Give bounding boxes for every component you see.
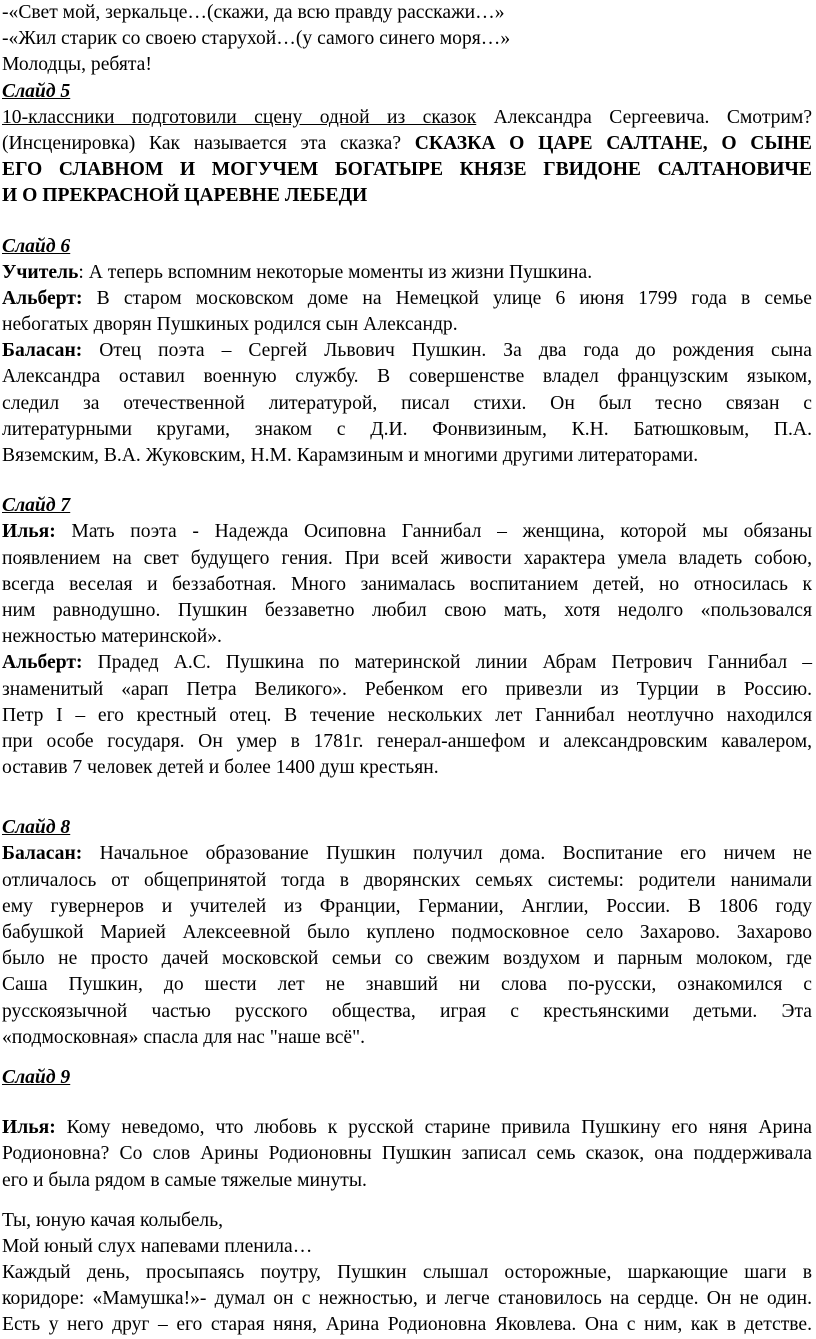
paragraph-line bbox=[2, 650, 812, 676]
paragraph-line bbox=[2, 519, 812, 545]
bold-title-text: ЕГО СЛАВНОМ И МОГУЧЕМ БОГАТЫРЕ КНЯЗЕ ГВИДОНЕ САЛТАНОВИЧЕ bbox=[2, 159, 812, 181]
speaker-name: Альберт: bbox=[2, 287, 83, 309]
text: Отец поэта – Сергей Львович Пушкин. За два года до рождения сына bbox=[82, 340, 812, 362]
paragraph-line: следил за отечественной литературой, писал стихи. Он был тесно связан с bbox=[2, 392, 812, 414]
text: : А теперь вспомним некоторые моменты из жизни Пушкина. bbox=[78, 261, 593, 283]
text: В старом московском доме на Немецкой улице 6 июня 1799 года в семье bbox=[82, 287, 812, 309]
paragraph-line bbox=[2, 183, 812, 209]
paragraph-line: нежностью материнской». bbox=[2, 626, 222, 648]
paragraph-line: бабушкой Марией Алексеевной было куплено подмосковное село Захарово. Захарово bbox=[2, 922, 812, 943]
speaker-name: Учитель bbox=[2, 261, 79, 283]
verse-line: Мой юный слух напевами пленила… bbox=[2, 1235, 313, 1257]
slide-9-heading: Слайд 9 bbox=[2, 1066, 71, 1088]
paragraph-line: отличалось от общепринятой тогда в дворянских семьях системы: родители нанимали bbox=[2, 869, 812, 891]
paragraph-line: небогатых дворян Пушкиных родился сын Александр. bbox=[2, 314, 458, 336]
paragraph-line: Родионовна? Со слов Арины Родионовны Пушкин записал семь сказок, она поддерживала bbox=[2, 1143, 812, 1165]
paragraph-line: Александра оставил военную службу. В совершенстве владел французским языком, bbox=[2, 366, 812, 388]
speaker-name: Альберт: bbox=[2, 652, 83, 674]
paragraph-line bbox=[2, 338, 812, 364]
paragraph-line: оставив 7 человек детей и более 1400 душ крестьян. bbox=[2, 757, 439, 779]
slide-6-heading: Слайд 6 bbox=[2, 235, 71, 257]
intro-line: -«Жил старик со своею старухой…(у самого синего моря…» bbox=[2, 28, 511, 50]
bold-title-text: СКАЗКА О ЦАРЕ САЛТАНЕ, О СЫНЕ bbox=[414, 132, 812, 154]
text: Александра Сергеевича. Смотрим? bbox=[476, 106, 813, 128]
paragraph-line: знаменитый «арап Петра Великого». Ребенком его привезли из Турции в Россию. bbox=[2, 678, 812, 700]
paragraph-line: ним равнодушно. Пушкин беззаветно любил свою мать, хотя недолго «пользовался bbox=[2, 599, 812, 621]
text: Кому неведомо, что любовь к русской старине привила Пушкину его няня Арина bbox=[55, 1117, 812, 1139]
paragraph-line: «подмосковная» спасла для нас "наше всё". bbox=[2, 1026, 366, 1048]
slide-8-heading: Слайд 8 bbox=[2, 817, 71, 839]
paragraph-line: литературными кругами, знаком с Д.И. Фонвизиным, К.Н. Батюшковым, П.А. bbox=[2, 418, 812, 440]
paragraph-line bbox=[2, 1115, 812, 1141]
verse-line: Ты, юную качая колыбель, bbox=[2, 1209, 224, 1231]
text: Прадед А.С. Пушкина по материнской линии Абрам Петрович Ганнибал – bbox=[82, 652, 812, 674]
paragraph-line bbox=[2, 157, 812, 183]
paragraph-line: его и была рядом в самые тяжелые минуты. bbox=[2, 1169, 367, 1191]
speaker-name: Баласан: bbox=[2, 843, 83, 865]
text: (Инсценировка) Как называется эта сказка? bbox=[2, 132, 415, 154]
paragraph-line bbox=[2, 105, 812, 131]
paragraph-line: при особе государя. Он умер в 1781г. генерал-аншефом и александровским кавалером, bbox=[2, 730, 812, 752]
speaker-name: Баласан: bbox=[2, 340, 83, 362]
paragraph-line bbox=[2, 841, 812, 867]
paragraph-line: русскоязычной частью русского общества, играя с крестьянскими детьми. Эта bbox=[2, 1000, 812, 1022]
paragraph-line bbox=[2, 131, 812, 157]
text: Начальное образование Пушкин получил дома. Воспитание его ничем не bbox=[82, 843, 812, 865]
speaker-name: Илья: bbox=[2, 521, 56, 543]
paragraph-line: коридоре: «Мамушка!»- думал он с нежностью, и легче становилось на сердце. Он не один. bbox=[2, 1288, 812, 1310]
slide-7-heading: Слайд 7 bbox=[2, 495, 71, 517]
paragraph-line: Каждый день, просыпаясь поутру, Пушкин слышал осторожные, шаркающие шаги в bbox=[2, 1262, 812, 1284]
paragraph-line: Петр I – его крестный отец. В течение нескольких лет Ганнибал неотлучно находился bbox=[2, 704, 812, 726]
paragraph-line: появлением на свет будущего гения. При всей живости характера умела владеть собою, bbox=[2, 547, 812, 569]
speaker-name: Илья: bbox=[2, 1117, 56, 1139]
intro-line: Молодцы, ребята! bbox=[2, 54, 152, 76]
paragraph-line bbox=[2, 286, 812, 312]
paragraph-line bbox=[2, 260, 812, 286]
intro-line: -«Свет мой, зеркальце…(скажи, да всю правду расскажи…» bbox=[2, 2, 505, 23]
text: Мать поэта - Надежда Осиповна Ганнибал – женщина, которой мы обязаны bbox=[55, 521, 812, 543]
paragraph-line: Вяземским, В.А. Жуковским, Н.М. Карамзиным и многими другими литераторами. bbox=[2, 445, 699, 466]
paragraph-line: было не просто дачей московской семьи со свежим воздухом и парным молоком, где bbox=[2, 948, 812, 970]
underlined-text: 10-классники подготовили сцену одной из сказок bbox=[2, 106, 477, 128]
paragraph-line: Есть у него друг – его старая няня, Арина Родионовна Яковлева. Она с ним, как в детстве. bbox=[2, 1314, 812, 1336]
paragraph-line: ему гувернеров и учителей из Франции, Германии, Англии, России. В 1806 году bbox=[2, 895, 812, 917]
bold-title-text: И О ПРЕКРАСНОЙ ЦАРЕВНЕ ЛЕБЕДИ bbox=[2, 185, 368, 207]
paragraph-line: всегда веселая и беззаботная. Много занималась воспитанием детей, но относилась к bbox=[2, 573, 812, 595]
slide-5-heading: Слайд 5 bbox=[2, 80, 71, 102]
paragraph-line: Саша Пушкин, до шести лет не знавший ни слова по-русски, ознакомился с bbox=[2, 974, 812, 996]
